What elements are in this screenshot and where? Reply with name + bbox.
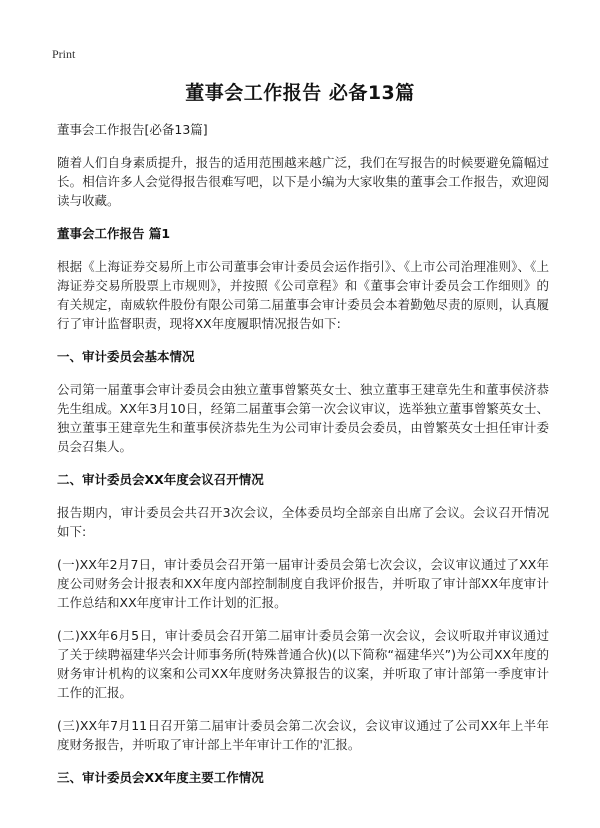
part1-paragraph: 公司第一届董事会审计委员会由独立董事曾繁英女士、独立董事王建章先生和董事侯济恭先生组成。XX年3月10日，经第二届董事会第一次会议审议，选举独立董事曾繁英女士、独立董事王建章先生和董事侯济恭先生为公司审计委员会委员，由曾繁英女士担任审计委员会召集人。 bbox=[57, 382, 549, 454]
section-intro-paragraph: 根据《上海证券交易所上市公司董事会审计委员会运作指引》、《上市公司治理准则》、《上海证券交易所股票上市规则》，并按照《公司章程》和《董事会审计委员会工作细则》的有关规定，南威软件股份有限公司第二届董事会审计委员会本着勤勉尽责的原则，认真履行了审计监督职责，现将XX年度履职情况报告如下: bbox=[57, 259, 549, 331]
part2-paragraph: 报告期内，审计委员会共召开3次会议，全体委员均全部亲自出席了会议。会议召开情况如下: bbox=[57, 505, 549, 539]
part2-heading: 二、审计委员会XX年度会议召开情况 bbox=[57, 472, 264, 487]
meeting-item-3: (三)XX年7月11日召开第二届审计委员会第二次会议，会议审议通过了公司XX年上半年度财务报告，并听取了审计部上半年审计工作的'汇报。 bbox=[57, 718, 549, 752]
part1-heading: 一、审计委员会基本情况 bbox=[57, 349, 195, 364]
intro-paragraph: 随着人们自身素质提升，报告的适用范围越来越广泛，我们在写报告的时候要避免篇幅过长。相信许多人会觉得报告很难写吧，以下是小编为大家收集的董事会工作报告，欢迎阅读与收藏。 bbox=[57, 155, 549, 208]
part3-heading: 三、审计委员会XX年度主要工作情况 bbox=[57, 770, 264, 785]
meeting-item-2: (二)XX年6月5日，审计委员会召开第二届审计委员会第一次会议，会议听取并审议通过了关于续聘福建华兴会计师事务所(特殊普通合伙)(以下简称“福建华兴”)为公司XX年度的财务审计机构的议案和公司XX年度财务决算报告的议案，并听取了审计部第一季度审计工作的汇报。 bbox=[57, 628, 549, 700]
section-heading: 董事会工作报告 篇1 bbox=[57, 226, 171, 241]
meeting-item-1: (一)XX年2月7日，审计委员会召开第一届审计委员会第七次会议，会议审议通过了XX年度公司财务会计报表和XX年度内部控制制度自我评价报告，并听取了审计部XX年度审计工作总结和XX年度审计工作计划的汇报。 bbox=[57, 557, 549, 610]
print-link[interactable]: Print bbox=[52, 47, 76, 61]
document-subtitle: 董事会工作报告[必备13篇] bbox=[57, 122, 208, 137]
page-title: 董事会工作报告 必备13篇 bbox=[185, 82, 415, 104]
document-body bbox=[57, 120, 549, 801]
